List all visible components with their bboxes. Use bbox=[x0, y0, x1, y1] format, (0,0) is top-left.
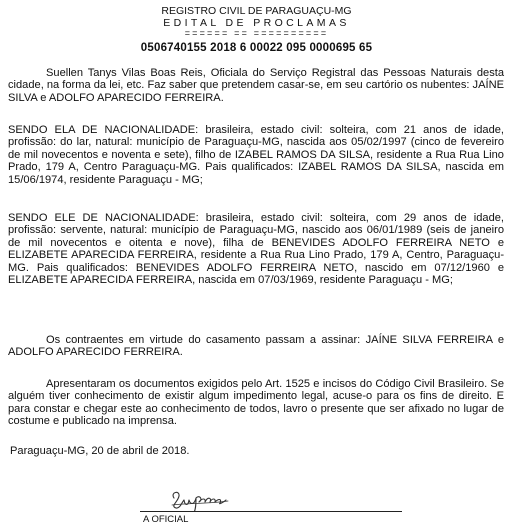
bride-mother-name: IZABEL RAMOS DA SILSA bbox=[234, 148, 371, 161]
intro-text: Suellen Tanys Vilas Boas Reis, Oficiala do Serviço Registral das Pessoas Naturais desta cidade, na forma da lei, etc. Faz saber que pretendem casar-se, em seu cartório os nubentes: bbox=[8, 67, 504, 92]
groom-paragraph bbox=[8, 212, 504, 286]
bride-lead: SENDO ELA DE NACIONALIDADE: bbox=[8, 124, 206, 136]
groom-father-name: BENEVIDES ADOLFO FERREIRA NETO bbox=[135, 261, 355, 274]
contraentes-paragraph bbox=[8, 334, 504, 359]
bride-address: , residente a Rua Rua Lino Prado, 179 A, Centro Paraguaçu-MG. Pais qualificados: bbox=[8, 148, 504, 174]
groom-details: brasileira, estado civil: solteira, com 29 anos de idade, profissão: servente, natural: município de Paraguaçu-MG, nascido aos 06/01/1989 (seis de janeiro de mil novecentos e oitenta e nove), filha de bbox=[8, 212, 504, 249]
signature-line bbox=[140, 511, 402, 512]
signature-scribble bbox=[168, 486, 248, 512]
place-date: Paraguaçu-MG, 20 de abril de 2018. bbox=[10, 445, 190, 457]
intro-paragraph bbox=[8, 67, 504, 104]
groom-mother-name: ELIZABETE APARECIDA FERREIRA bbox=[8, 274, 193, 287]
title-underline: ====== == ========== bbox=[184, 28, 329, 38]
groom-mother-details: , nascida em 07/03/1969, residente Paraguaçu - MG; bbox=[192, 274, 453, 287]
couple-names: JAÍNE SILVA e ADOLFO APARECIDO FERREIRA. bbox=[8, 79, 504, 104]
bride-parent-details: , nascida em 15/06/1974, residente Paraguaçu - MG; bbox=[8, 161, 504, 186]
documents-paragraph: Apresentaram os documentos exigidos pelo Art. 1525 e incisos do Código Civil Brasileiro. Se alguém tiver conhecimento de existir algum impedimento legal, acuse-o para os fins de direito. E para constar e chegar este ao conhecimento de todos, lavro o presente que ser afixado no lugar de costume e publicado na imprensa. bbox=[8, 378, 504, 428]
groom-father-details: , nascido em 07/12/1960 e bbox=[354, 261, 504, 274]
registry-code: 0506740155 2018 6 00022 095 0000695 65 bbox=[140, 42, 373, 54]
registry-title: REGISTRO CIVIL DE PARAGUAÇU-MG bbox=[161, 5, 352, 17]
groom-parents-names: BENEVIDES ADOLFO FERREIRA NETO e ELIZABETE APARECIDA FERREIRA bbox=[8, 236, 504, 262]
bride-details: brasileira, estado civil: solteira, com 21 anos de idade, profissão: do lar, natural: município de Paraguaçu-MG, nascida aos 05/02/1997 (cinco de fevereiro de mil novecentos e noventa e sete), filho de bbox=[8, 124, 504, 161]
signature-label: A OFICIAL bbox=[143, 514, 189, 525]
edital-title: EDITAL DE PROCLAMAS bbox=[163, 17, 350, 29]
new-names: JAÍNE SILVA FERREIRA e ADOLFO APARECIDO FERREIRA. bbox=[8, 334, 505, 359]
contraentes-text: Os contraentes em virtude do casamento passam a assinar: bbox=[46, 334, 366, 346]
groom-lead: SENDO ELE DE NACIONALIDADE: bbox=[8, 212, 206, 224]
groom-address: , residente a Rua Rua Lino Prado, 179 A, Centro, Paraguaçu-MG. Pais qualificados: bbox=[8, 249, 505, 274]
bride-paragraph bbox=[8, 124, 504, 186]
bride-parent-name: IZABEL RAMOS DA SILSA bbox=[298, 161, 438, 174]
